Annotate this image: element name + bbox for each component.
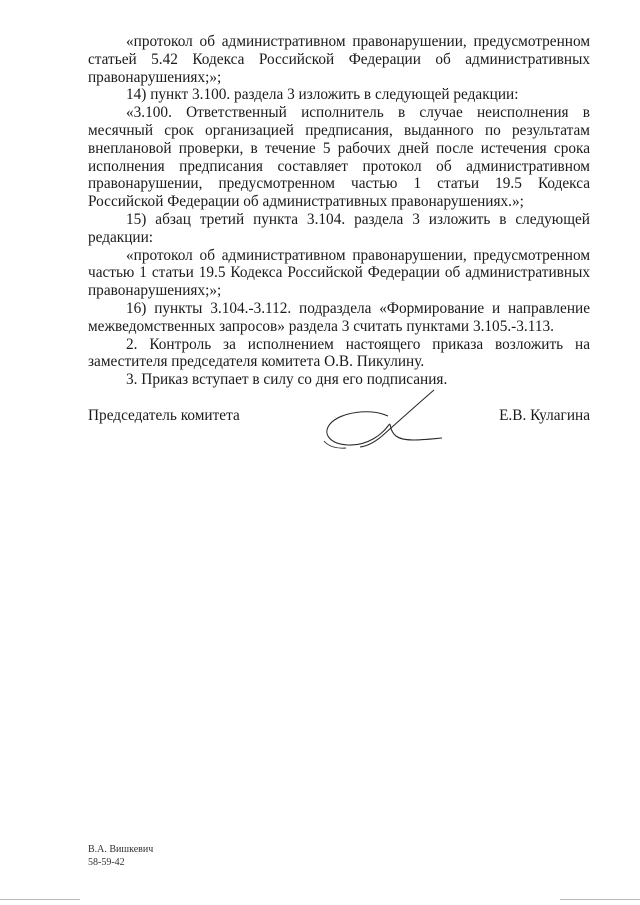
paragraph-item-3-100-text: «3.100. Ответственный исполнитель в случае неисполнения в месячный срок организацией предписания, выданного по результатам внеплановой проверки, в течение 5 рабочих дней после истечения срока исполнения предписания составляет протокол об административном правонарушении, предусмотренном частью 1 статьи 19.5 Кодекса Российской Федерации об административных правонарушениях.»; <box>88 104 590 211</box>
executor-name: В.А. Вишкевич <box>88 844 154 855</box>
footer-rule-right <box>560 899 640 900</box>
paragraph-item-16: 16) пункты 3.104.-3.112. подраздела «Формирование и направление межведомственных запросов» раздела 3 считать пунктами 3.105.-3.113. <box>88 299 590 335</box>
paragraph-protocol-19-5: «протокол об административном правонарушении, предусмотренном частью 1 статьи 19.5 Кодекса Российской Федерации об административных правонарушениях;»; <box>88 246 590 300</box>
paragraph-item-15: 15) абзац третий пункта 3.104. раздела 3 изложить в следующей редакции: <box>88 210 590 246</box>
paragraph-control: 2. Контроль за исполнением настоящего приказа возложить на заместителя председателя комитета О.В. Пикулину. <box>88 335 590 371</box>
executor-phone: 58-59-42 <box>88 857 125 868</box>
executor-info <box>88 843 153 869</box>
paragraph-effective-date: 3. Приказ вступает в силу со дня его подписания. <box>126 371 448 389</box>
paragraph-protocol-5-42: «протокол об административном правонарушении, предусмотренном статьей 5.42 Кодекса Российской Федерации об административных правонарушениях;»; <box>88 33 590 86</box>
footer-rule-left <box>0 899 80 900</box>
signatory-title: Председатель комитета <box>88 407 240 424</box>
paragraph-item-14: 14) пункт 3.100. раздела 3 изложить в следующей редакции: <box>126 86 519 104</box>
signatory-name: Е.В. Кулагина <box>499 407 590 424</box>
document-body <box>88 33 590 389</box>
signature-block <box>88 398 590 458</box>
handwritten-signature <box>316 386 451 452</box>
